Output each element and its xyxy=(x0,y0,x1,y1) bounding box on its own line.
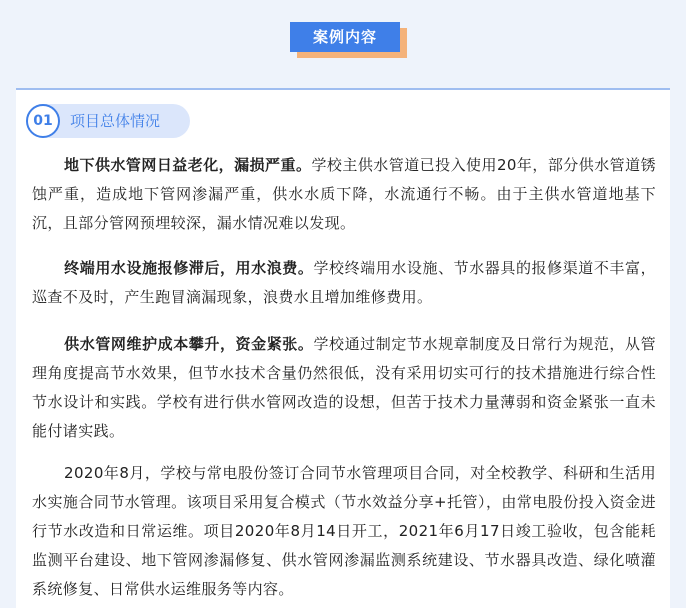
paragraph-3 xyxy=(32,330,656,446)
header-banner xyxy=(0,18,686,68)
paragraph-lead: 供水管网维护成本攀升，资金紧张。 xyxy=(64,335,314,353)
paragraph-body: 2020年8月，学校与常电股份签订合同节水管理项目合同，对全校教学、科研和生活用水实施合同节水管理。该项目采用复合模式（节水效益分享+托管），由常电股份投入资金进行节水改造和日常运维。项目2020年8月14日开工，2021年6月17日竣工验收，包含能耗监测平台建设、地下管网渗漏修复、供水管网渗漏监测系统建设、节水器具改造、绿化喷灌系统修复、日常供水运维服务等内容。 xyxy=(32,464,656,598)
paragraph-2 xyxy=(32,254,656,312)
section-number: 01 xyxy=(26,104,60,138)
section-title: 项目总体情况 xyxy=(70,112,161,130)
paragraph-body: 学校主供水管道已投入使用20年，部分供水管道锈蚀严重，造成地下管网渗漏严重，供水水质下降，水流通行不畅。由于主供水管道地基下沉，且部分管网预埋较深，漏水情况难以发现。 xyxy=(32,156,656,232)
paragraph-body: 学校通过制定节水规章制度及日常行为规范，从管理角度提高节水效果，但节水技术含量仍然很低，没有采用切实可行的技术措施进行综合性节水设计和实践。学校有进行供水管网改造的设想，但苦于技术力量薄弱和资金紧张一直未能付诸实践。 xyxy=(32,335,656,440)
paragraph-body: 学校终端用水设施、节水器具的报修渠道不丰富，巡查不及时，产生跑冒滴漏现象，浪费水且增加维修费用。 xyxy=(32,259,656,306)
paragraph-1 xyxy=(32,151,656,238)
paragraph-lead: 终端用水设施报修滞后，用水浪费。 xyxy=(64,259,314,277)
paragraph-lead: 地下供水管网日益老化，漏损严重。 xyxy=(64,156,312,174)
header-title: 案例内容 xyxy=(290,22,400,52)
paragraph-4 xyxy=(32,459,656,604)
